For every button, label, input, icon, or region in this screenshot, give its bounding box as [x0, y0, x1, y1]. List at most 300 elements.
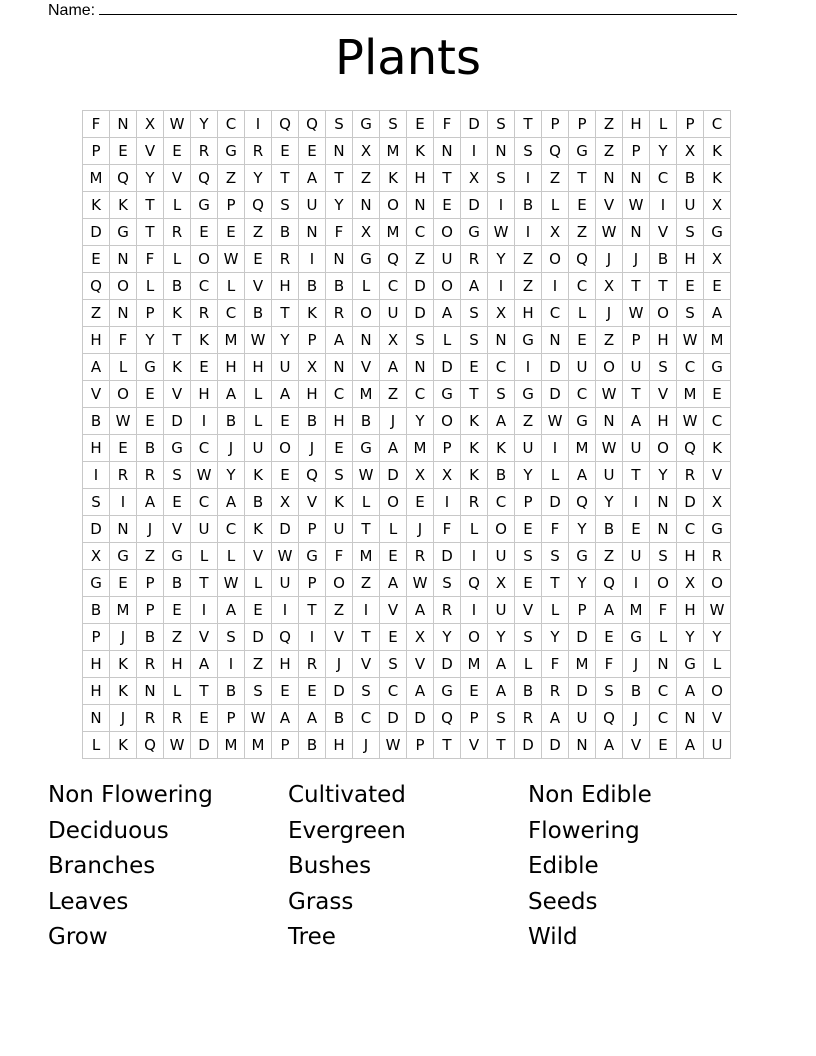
grid-cell: Z [542, 165, 569, 192]
grid-cell: E [677, 273, 704, 300]
grid-cell: L [245, 408, 272, 435]
grid-cell: Q [191, 165, 218, 192]
grid-cell: Q [461, 570, 488, 597]
grid-cell: H [191, 381, 218, 408]
grid-cell: X [353, 138, 380, 165]
grid-cell: I [542, 435, 569, 462]
grid-cell: J [407, 516, 434, 543]
grid-cell: T [191, 570, 218, 597]
grid-cell: B [353, 408, 380, 435]
grid-cell: A [704, 300, 731, 327]
grid-cell: C [326, 381, 353, 408]
grid-cell: G [353, 111, 380, 138]
grid-cell: O [650, 435, 677, 462]
grid-cell: T [164, 327, 191, 354]
grid-cell: Z [245, 651, 272, 678]
grid-cell: D [407, 273, 434, 300]
grid-cell: M [407, 435, 434, 462]
grid-cell: K [245, 462, 272, 489]
grid-cell: K [488, 435, 515, 462]
grid-cell: R [542, 678, 569, 705]
grid-cell: F [650, 597, 677, 624]
grid-cell: O [272, 435, 299, 462]
grid-cell: C [650, 705, 677, 732]
grid-cell: V [596, 192, 623, 219]
grid-cell: F [434, 111, 461, 138]
grid-cell: L [245, 570, 272, 597]
grid-cell: O [704, 570, 731, 597]
grid-cell: X [461, 165, 488, 192]
grid-cell: U [569, 354, 596, 381]
grid-cell: C [218, 300, 245, 327]
grid-cell: N [488, 138, 515, 165]
grid-cell: A [272, 381, 299, 408]
grid-cell: W [542, 408, 569, 435]
grid-cell: A [299, 705, 326, 732]
grid-cell: A [407, 597, 434, 624]
grid-cell: W [677, 327, 704, 354]
grid-cell: G [110, 543, 137, 570]
grid-cell: W [353, 462, 380, 489]
word-list-item: Seeds [528, 888, 598, 915]
grid-cell: Q [299, 462, 326, 489]
grid-cell: D [515, 732, 542, 759]
grid-cell: N [650, 489, 677, 516]
grid-cell: P [542, 111, 569, 138]
grid-cell: W [218, 570, 245, 597]
grid-cell: T [623, 381, 650, 408]
grid-cell: W [164, 732, 191, 759]
grid-cell: S [677, 300, 704, 327]
grid-cell: K [461, 462, 488, 489]
grid-cell: E [137, 381, 164, 408]
grid-cell: N [623, 219, 650, 246]
grid-cell: U [677, 192, 704, 219]
grid-cell: L [461, 516, 488, 543]
grid-cell: F [326, 219, 353, 246]
grid-cell: A [596, 597, 623, 624]
grid-cell: Z [407, 246, 434, 273]
grid-cell: S [380, 111, 407, 138]
grid-cell: W [245, 327, 272, 354]
grid-cell: S [380, 651, 407, 678]
grid-cell: E [461, 678, 488, 705]
grid-cell: W [164, 111, 191, 138]
grid-cell: Y [650, 462, 677, 489]
word-list-item: Non Edible [528, 782, 652, 808]
name-field [48, 0, 737, 20]
grid-cell: Z [515, 246, 542, 273]
grid-cell: M [569, 651, 596, 678]
grid-cell: X [677, 570, 704, 597]
word-list-item: Leaves [48, 888, 129, 915]
grid-cell: Q [596, 570, 623, 597]
grid-cell: R [191, 138, 218, 165]
grid-cell: H [83, 678, 110, 705]
grid-cell: Y [596, 489, 623, 516]
grid-cell: I [299, 246, 326, 273]
grid-cell: H [407, 165, 434, 192]
grid-cell: D [434, 651, 461, 678]
grid-cell: Y [704, 624, 731, 651]
grid-cell: X [542, 219, 569, 246]
grid-cell: I [515, 354, 542, 381]
grid-cell: Z [515, 408, 542, 435]
grid-cell: N [677, 705, 704, 732]
grid-cell: Q [677, 435, 704, 462]
grid-cell: C [704, 408, 731, 435]
grid-cell: O [434, 273, 461, 300]
grid-cell: V [83, 381, 110, 408]
grid-cell: Z [245, 219, 272, 246]
grid-cell: J [623, 246, 650, 273]
grid-cell: S [218, 624, 245, 651]
grid-cell: M [380, 138, 407, 165]
grid-cell: D [191, 732, 218, 759]
grid-cell: Q [542, 138, 569, 165]
grid-cell: J [596, 246, 623, 273]
grid-cell: E [515, 516, 542, 543]
grid-cell: R [704, 543, 731, 570]
grid-cell: Y [326, 192, 353, 219]
grid-cell: U [245, 435, 272, 462]
grid-cell: J [596, 300, 623, 327]
grid-cell: L [218, 273, 245, 300]
grid-cell: N [596, 165, 623, 192]
word-list-item: Bushes [288, 853, 372, 879]
grid-cell: L [218, 543, 245, 570]
grid-cell: B [272, 219, 299, 246]
grid-cell: B [245, 300, 272, 327]
grid-cell: G [569, 138, 596, 165]
grid-cell: E [164, 489, 191, 516]
grid-cell: S [650, 543, 677, 570]
grid-cell: L [542, 462, 569, 489]
grid-cell: E [704, 381, 731, 408]
grid-cell: P [218, 192, 245, 219]
word-list-item: Branches [48, 853, 156, 879]
grid-cell: S [164, 462, 191, 489]
grid-cell: K [704, 435, 731, 462]
grid-cell: D [434, 543, 461, 570]
grid-cell: H [83, 435, 110, 462]
grid-cell: N [326, 246, 353, 273]
grid-cell: S [434, 570, 461, 597]
grid-cell: V [515, 597, 542, 624]
grid-cell: C [488, 489, 515, 516]
grid-cell: M [704, 327, 731, 354]
grid-cell: U [434, 246, 461, 273]
grid-cell: R [272, 246, 299, 273]
grid-cell: F [83, 111, 110, 138]
grid-cell: O [110, 273, 137, 300]
grid-cell: L [353, 489, 380, 516]
grid-cell: U [380, 300, 407, 327]
grid-cell: D [83, 516, 110, 543]
grid-cell: Y [245, 165, 272, 192]
grid-cell: G [704, 516, 731, 543]
grid-cell: S [245, 678, 272, 705]
grid-cell: E [191, 705, 218, 732]
grid-cell: Z [515, 273, 542, 300]
grid-cell: Q [137, 732, 164, 759]
grid-cell: C [407, 219, 434, 246]
grid-cell: D [542, 732, 569, 759]
grid-cell: S [326, 111, 353, 138]
grid-cell: N [596, 408, 623, 435]
grid-cell: N [353, 327, 380, 354]
grid-cell: G [83, 570, 110, 597]
grid-cell: N [110, 246, 137, 273]
grid-cell: C [569, 273, 596, 300]
grid-cell: V [380, 597, 407, 624]
grid-cell: U [596, 462, 623, 489]
grid-cell: Y [137, 327, 164, 354]
grid-cell: Y [488, 624, 515, 651]
grid-cell: S [488, 381, 515, 408]
grid-cell: X [677, 138, 704, 165]
grid-cell: B [623, 678, 650, 705]
grid-cell: D [569, 678, 596, 705]
grid-cell: X [137, 111, 164, 138]
grid-cell: B [137, 435, 164, 462]
grid-cell: E [407, 489, 434, 516]
grid-cell: G [218, 138, 245, 165]
grid-cell: P [299, 516, 326, 543]
grid-cell: J [299, 435, 326, 462]
grid-cell: N [542, 327, 569, 354]
grid-cell: A [218, 489, 245, 516]
grid-cell: E [272, 462, 299, 489]
grid-cell: X [83, 543, 110, 570]
grid-cell: J [380, 408, 407, 435]
grid-cell: E [299, 138, 326, 165]
grid-cell: D [407, 705, 434, 732]
grid-cell: N [569, 732, 596, 759]
grid-cell: O [380, 489, 407, 516]
grid-cell: T [488, 732, 515, 759]
grid-cell: F [542, 516, 569, 543]
grid-cell: P [515, 489, 542, 516]
grid-cell: K [461, 435, 488, 462]
grid-cell: P [677, 111, 704, 138]
grid-cell: L [83, 732, 110, 759]
name-label: Name: [48, 2, 96, 19]
grid-cell: D [542, 354, 569, 381]
grid-cell: E [191, 354, 218, 381]
grid-cell: W [704, 597, 731, 624]
grid-cell: C [218, 111, 245, 138]
grid-cell: Z [596, 138, 623, 165]
grid-cell: Z [596, 111, 623, 138]
grid-cell: L [515, 651, 542, 678]
grid-cell: A [488, 651, 515, 678]
grid-cell: F [137, 246, 164, 273]
grid-cell: N [623, 165, 650, 192]
grid-cell: G [191, 192, 218, 219]
grid-cell: B [83, 408, 110, 435]
grid-cell: V [299, 489, 326, 516]
grid-cell: V [191, 624, 218, 651]
grid-cell: O [461, 624, 488, 651]
grid-cell: G [569, 543, 596, 570]
grid-cell: L [542, 192, 569, 219]
grid-cell: Q [83, 273, 110, 300]
grid-cell: K [164, 354, 191, 381]
grid-cell: F [542, 651, 569, 678]
grid-cell: R [407, 543, 434, 570]
grid-cell: P [299, 327, 326, 354]
grid-cell: C [191, 489, 218, 516]
grid-cell: N [353, 192, 380, 219]
grid-cell: L [137, 273, 164, 300]
grid-cell: T [137, 219, 164, 246]
grid-cell: R [677, 462, 704, 489]
grid-cell: W [623, 192, 650, 219]
grid-cell: W [596, 219, 623, 246]
grid-cell: O [353, 300, 380, 327]
grid-cell: C [407, 381, 434, 408]
grid-cell: D [434, 354, 461, 381]
grid-cell: Q [569, 246, 596, 273]
grid-cell: R [299, 651, 326, 678]
grid-cell: H [515, 300, 542, 327]
grid-cell: N [326, 138, 353, 165]
grid-cell: S [650, 354, 677, 381]
grid-cell: M [83, 165, 110, 192]
grid-cell: P [299, 570, 326, 597]
grid-cell: J [623, 651, 650, 678]
grid-cell: I [623, 489, 650, 516]
grid-cell: E [164, 597, 191, 624]
grid-cell: G [623, 624, 650, 651]
grid-cell: Z [596, 327, 623, 354]
grid-cell: D [569, 624, 596, 651]
grid-cell: K [407, 138, 434, 165]
grid-cell: F [434, 516, 461, 543]
grid-cell: C [704, 111, 731, 138]
grid-cell: E [245, 246, 272, 273]
grid-cell: N [137, 678, 164, 705]
grid-cell: T [353, 624, 380, 651]
grid-cell: E [326, 435, 353, 462]
grid-cell: L [542, 597, 569, 624]
grid-cell: G [164, 435, 191, 462]
grid-cell: W [677, 408, 704, 435]
grid-cell: E [569, 327, 596, 354]
grid-cell: M [218, 732, 245, 759]
grid-cell: V [245, 273, 272, 300]
grid-cell: H [164, 651, 191, 678]
grid-cell: T [299, 597, 326, 624]
grid-cell: E [380, 543, 407, 570]
word-list-item: Edible [528, 853, 599, 879]
grid-cell: A [137, 489, 164, 516]
grid-cell: A [596, 732, 623, 759]
grid-cell: K [326, 489, 353, 516]
grid-cell: X [407, 624, 434, 651]
grid-cell: W [245, 705, 272, 732]
grid-cell: C [650, 165, 677, 192]
grid-cell: N [299, 219, 326, 246]
grid-cell: E [407, 111, 434, 138]
grid-cell: H [299, 381, 326, 408]
grid-cell: Y [272, 327, 299, 354]
grid-cell: P [83, 624, 110, 651]
grid-cell: W [110, 408, 137, 435]
word-list-item: Grass [288, 888, 354, 915]
grid-cell: M [569, 435, 596, 462]
grid-cell: K [299, 300, 326, 327]
grid-cell: T [434, 165, 461, 192]
grid-cell: B [245, 489, 272, 516]
grid-cell: Q [110, 165, 137, 192]
grid-cell: S [461, 327, 488, 354]
grid-cell: N [650, 516, 677, 543]
grid-cell: B [650, 246, 677, 273]
grid-cell: P [623, 138, 650, 165]
grid-cell: M [623, 597, 650, 624]
grid-cell: N [83, 705, 110, 732]
grid-cell: I [515, 219, 542, 246]
grid-cell: I [245, 111, 272, 138]
grid-cell: R [191, 300, 218, 327]
grid-cell: X [704, 489, 731, 516]
grid-cell: J [623, 705, 650, 732]
grid-cell: R [326, 300, 353, 327]
grid-cell: U [515, 435, 542, 462]
grid-cell: E [299, 678, 326, 705]
grid-cell: Z [596, 543, 623, 570]
grid-cell: X [353, 219, 380, 246]
grid-cell: S [542, 543, 569, 570]
grid-cell: I [488, 192, 515, 219]
grid-cell: R [461, 246, 488, 273]
grid-cell: A [569, 462, 596, 489]
grid-cell: N [110, 111, 137, 138]
grid-cell: K [110, 678, 137, 705]
grid-cell: Z [380, 381, 407, 408]
word-list-item: Deciduous [48, 817, 169, 844]
grid-cell: A [326, 327, 353, 354]
grid-cell: C [380, 678, 407, 705]
grid-cell: U [569, 705, 596, 732]
grid-cell: G [434, 381, 461, 408]
grid-cell: Y [434, 624, 461, 651]
grid-cell: S [677, 219, 704, 246]
grid-cell: E [569, 192, 596, 219]
grid-cell: P [434, 435, 461, 462]
grid-cell: E [704, 273, 731, 300]
grid-cell: I [461, 597, 488, 624]
grid-cell: O [650, 570, 677, 597]
grid-cell: E [191, 219, 218, 246]
grid-cell: P [272, 732, 299, 759]
grid-cell: H [83, 327, 110, 354]
grid-cell: I [353, 597, 380, 624]
grid-cell: I [461, 138, 488, 165]
grid-cell: S [272, 192, 299, 219]
grid-cell: G [461, 219, 488, 246]
grid-cell: D [461, 192, 488, 219]
grid-cell: M [677, 381, 704, 408]
grid-cell: X [272, 489, 299, 516]
grid-cell: K [110, 192, 137, 219]
grid-cell: O [380, 192, 407, 219]
grid-cell: E [380, 624, 407, 651]
grid-cell: V [245, 543, 272, 570]
grid-cell: V [704, 462, 731, 489]
